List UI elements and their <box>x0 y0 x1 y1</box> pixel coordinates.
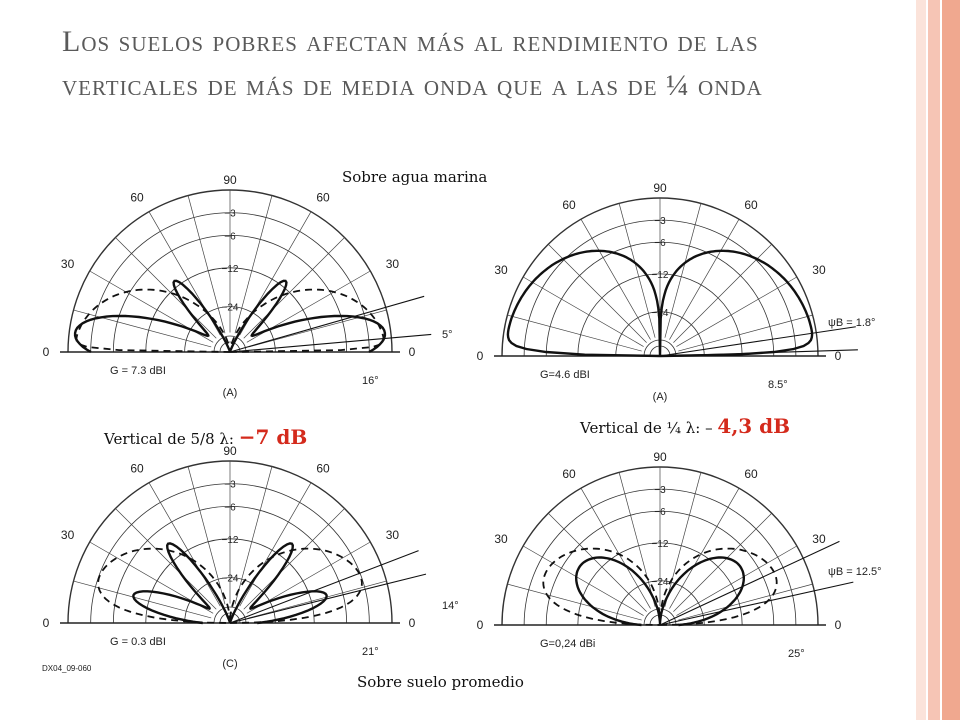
grid-radial <box>665 472 701 606</box>
grid-radial <box>523 277 643 347</box>
plot-a-svg <box>40 170 480 410</box>
angle-label-60: 60 <box>130 461 144 476</box>
angle-label-0: 0 <box>476 349 484 363</box>
angle-label-30: 30 <box>60 257 75 271</box>
grid-radial <box>240 483 311 606</box>
gain-label: G = 7.3 dBI <box>110 365 166 377</box>
caption-average-ground: Sobre suelo promedio <box>357 673 524 691</box>
polar-plot-a <box>40 170 480 410</box>
elevation-marker-line <box>230 551 419 623</box>
elevation-angle-label: 25° <box>788 648 805 660</box>
angle-label-90: 90 <box>223 444 237 458</box>
angle-label-90: 90 <box>653 181 667 195</box>
elevation-marker-line <box>660 582 853 625</box>
panel-label: (A) <box>652 391 668 403</box>
grid-radial <box>507 584 641 620</box>
panel-label: (C) <box>222 658 238 670</box>
ring-label: −12 <box>221 534 239 546</box>
angle-label-30: 30 <box>494 532 508 546</box>
angle-label-0: 0 <box>834 349 842 363</box>
angle-label-30: 30 <box>385 257 400 271</box>
elevation-angle-label: 14° <box>442 600 459 612</box>
ring-label: −3 <box>224 208 236 220</box>
grid-radial <box>678 315 812 351</box>
grid-radial <box>619 203 655 337</box>
angle-label-30: 30 <box>812 263 826 277</box>
ring-label: −12 <box>221 263 239 275</box>
ring-label: −24 <box>221 573 239 585</box>
ring-label: −3 <box>654 216 666 228</box>
angle-label-0: 0 <box>408 616 416 630</box>
grid-radial <box>581 488 651 608</box>
angle-label-60: 60 <box>562 466 576 481</box>
figure-code: DX04_09-060 <box>42 664 92 673</box>
caption-five-eighths-loss: −7 dB <box>238 425 308 449</box>
angle-label-60: 60 <box>744 197 758 212</box>
angle-label-60: 60 <box>130 190 144 205</box>
elevation-marker-line <box>660 327 856 356</box>
angle-label-30: 30 <box>812 532 826 546</box>
beam-angle-label: ψB = 1.8° <box>828 317 876 329</box>
grid-radial <box>676 277 796 347</box>
panel-label: (A) <box>222 387 238 399</box>
angle-label-60: 60 <box>316 190 330 205</box>
ring-label: −6 <box>654 238 666 250</box>
angle-label-30: 30 <box>385 528 400 542</box>
ring-label: −12 <box>651 538 669 550</box>
polar-plot-b <box>476 170 900 410</box>
beam-angle-label: ψB = 12.5° <box>828 566 882 578</box>
caption-quarter-wave-label: Vertical de ¼ λ: – <box>580 419 713 437</box>
ring-label: −6 <box>654 507 666 519</box>
plot-b-svg <box>476 170 900 410</box>
ring-label: −3 <box>224 479 236 491</box>
grid-radial <box>581 219 651 339</box>
grid-radial <box>115 237 216 338</box>
grid-radial <box>149 483 220 606</box>
angle-label-90: 90 <box>223 173 237 187</box>
ring-label: −12 <box>651 269 669 281</box>
ring-label: −24 <box>651 307 669 319</box>
angle-label-60: 60 <box>316 461 330 476</box>
grid-radial <box>676 546 796 616</box>
angle-label-0: 0 <box>408 345 416 359</box>
slide-title: Los suelos pobres afectan más al rendimiento de las verticales de más de media onda que a las de ¼ onda <box>62 25 763 102</box>
ring-label: −24 <box>221 302 239 314</box>
angle-label-0: 0 <box>42 616 50 630</box>
plot-c-svg <box>40 445 480 675</box>
angle-label-0: 0 <box>42 345 50 359</box>
grid-radial <box>678 584 812 620</box>
grid-radial <box>669 219 739 339</box>
angle-label-90: 90 <box>653 450 667 464</box>
polar-plot-c <box>40 445 480 675</box>
gain-label: G = 0.3 dBI <box>110 636 166 648</box>
elevation-marker-line <box>660 350 858 356</box>
grid-radial <box>188 467 225 605</box>
elevation-angle-label: 21° <box>362 646 379 658</box>
angle-label-0: 0 <box>834 618 842 632</box>
angle-label-60: 60 <box>562 197 576 212</box>
ring-label: −24 <box>651 576 669 588</box>
grid-radial <box>619 472 655 606</box>
gain-label: G=4.6 dBI <box>540 369 590 381</box>
gain-label: G=0,24 dBi <box>540 638 596 650</box>
angle-label-30: 30 <box>494 263 508 277</box>
ring-label: −6 <box>224 502 236 514</box>
caption-five-eighths-label: Vertical de 5/8 λ: <box>104 430 234 448</box>
elevation-angle-label: 5° <box>442 329 453 341</box>
polar-plot-d <box>476 445 900 675</box>
grid-radial <box>665 203 701 337</box>
elevation-angle-label: 8.5° <box>768 379 788 391</box>
grid-radial <box>523 546 643 616</box>
decorative-side-stripes <box>916 0 960 720</box>
angle-label-60: 60 <box>744 466 758 481</box>
ring-label: −3 <box>654 485 666 497</box>
caption-quarter-wave-loss: 4,3 dB <box>717 414 791 438</box>
angle-label-30: 30 <box>60 528 75 542</box>
angle-label-0: 0 <box>476 618 484 632</box>
grid-radial <box>507 315 641 351</box>
grid-radial <box>235 467 272 605</box>
plot-d-svg <box>476 445 900 675</box>
ring-label: −6 <box>224 231 236 243</box>
elevation-angle-label: 16° <box>362 375 379 387</box>
caption-sea-water: Sobre agua marina <box>342 168 488 186</box>
